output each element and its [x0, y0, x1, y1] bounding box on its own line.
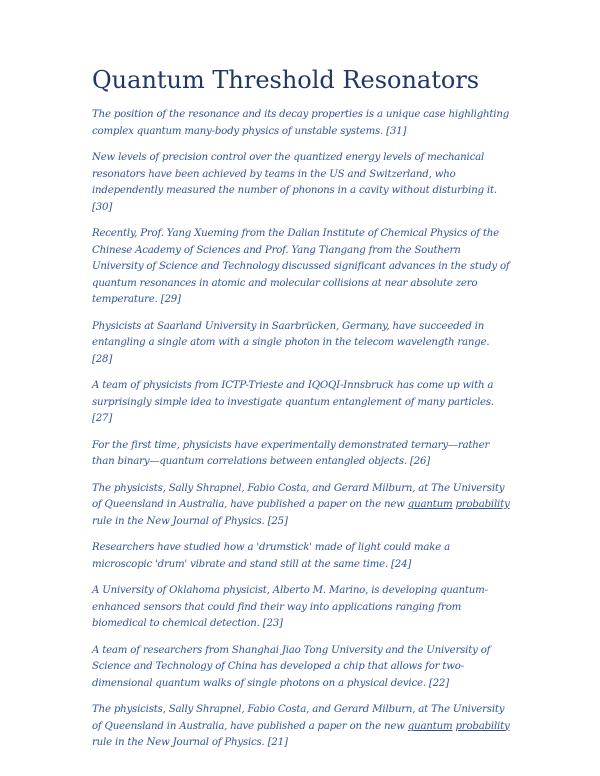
summary-paragraph: For the first time, physicists have experimentally demonstrated ternary—rather than binary—quantum correlations between entangled objects. [26] — [92, 439, 490, 467]
summary-paragraph: Recently, Prof. Yang Xueming from the Dalian Institute of Chemical Physics of the Chinese Academy of Sciences and Prof. Yang Tiangang from the Southern University of Science and Technology discussed significant advances in the study of quantum resonances in atomic and molecular collisions at near absolute zero temperature. [29] — [92, 228, 510, 305]
document-title: Quantum Threshold Resonators — [92, 66, 480, 94]
summary-paragraph: Researchers have studied how a 'drumstick' made of light could make a microscopic 'drum' vibrate and stand still at the same time. [24] — [92, 542, 450, 570]
quantum-link[interactable]: quantum — [407, 499, 453, 510]
probability-link[interactable]: probability — [455, 499, 510, 510]
summary-paragraph: The position of the resonance and its decay properties is a unique case highlighting complex quantum many-body physics of unstable systems. [31] — [92, 109, 510, 137]
summary-paragraph: A team of researchers from Shanghai Jiao Tong University and the University of Science and Technology of China has developed a chip that allows for two-dimensional quantum walks of single photons on a physical device. [22] — [92, 644, 491, 689]
paragraph-text: rule in the New Journal of Physics. [25] — [92, 515, 288, 527]
summary-paragraph: Physicists at Saarland University in Saarbrücken, Germany, have succeeded in entangling a single atom with a single photon in the telecom wavelength range. [28] — [92, 320, 490, 365]
summary-list — [92, 107, 510, 762]
paragraph-text: The physicists, Sally Shrapnel, Fabio Costa, and Gerard Milburn, at The University of Queensland in Australia, have published a paper on the new — [92, 704, 505, 732]
quantum-link[interactable]: quantum — [407, 720, 453, 732]
summary-paragraph: A team of physicists from ICTP-Trieste and IQOQI-Innsbruck has come up with a surprisingly simple idea to investigate quantum entanglement of many particles. [27] — [92, 380, 494, 424]
paragraph-text: rule in the New Journal of Physics. [21] — [92, 737, 288, 748]
paragraph-text: The physicists, Sally Shrapnel, Fabio Costa, and Gerard Milburn, at The University of Queensland in Australia, have published a paper on the new — [92, 482, 505, 510]
summary-paragraph — [92, 702, 510, 752]
summary-paragraph — [92, 481, 510, 531]
summary-paragraph: A University of Oklahoma physicist, Alberto M. Marino, is developing quantum-enhanced sensors that could find their way into applications ranging from biomedical to chemical detection. [23] — [92, 585, 488, 629]
summary-paragraph: New levels of precision control over the quantized energy levels of mechanical resonators have been achieved by teams in the US and Switzerland, who independently measured the number of phonons in a cavity without disturbing it. [30] — [92, 152, 497, 213]
probability-link[interactable]: probability — [455, 720, 510, 732]
